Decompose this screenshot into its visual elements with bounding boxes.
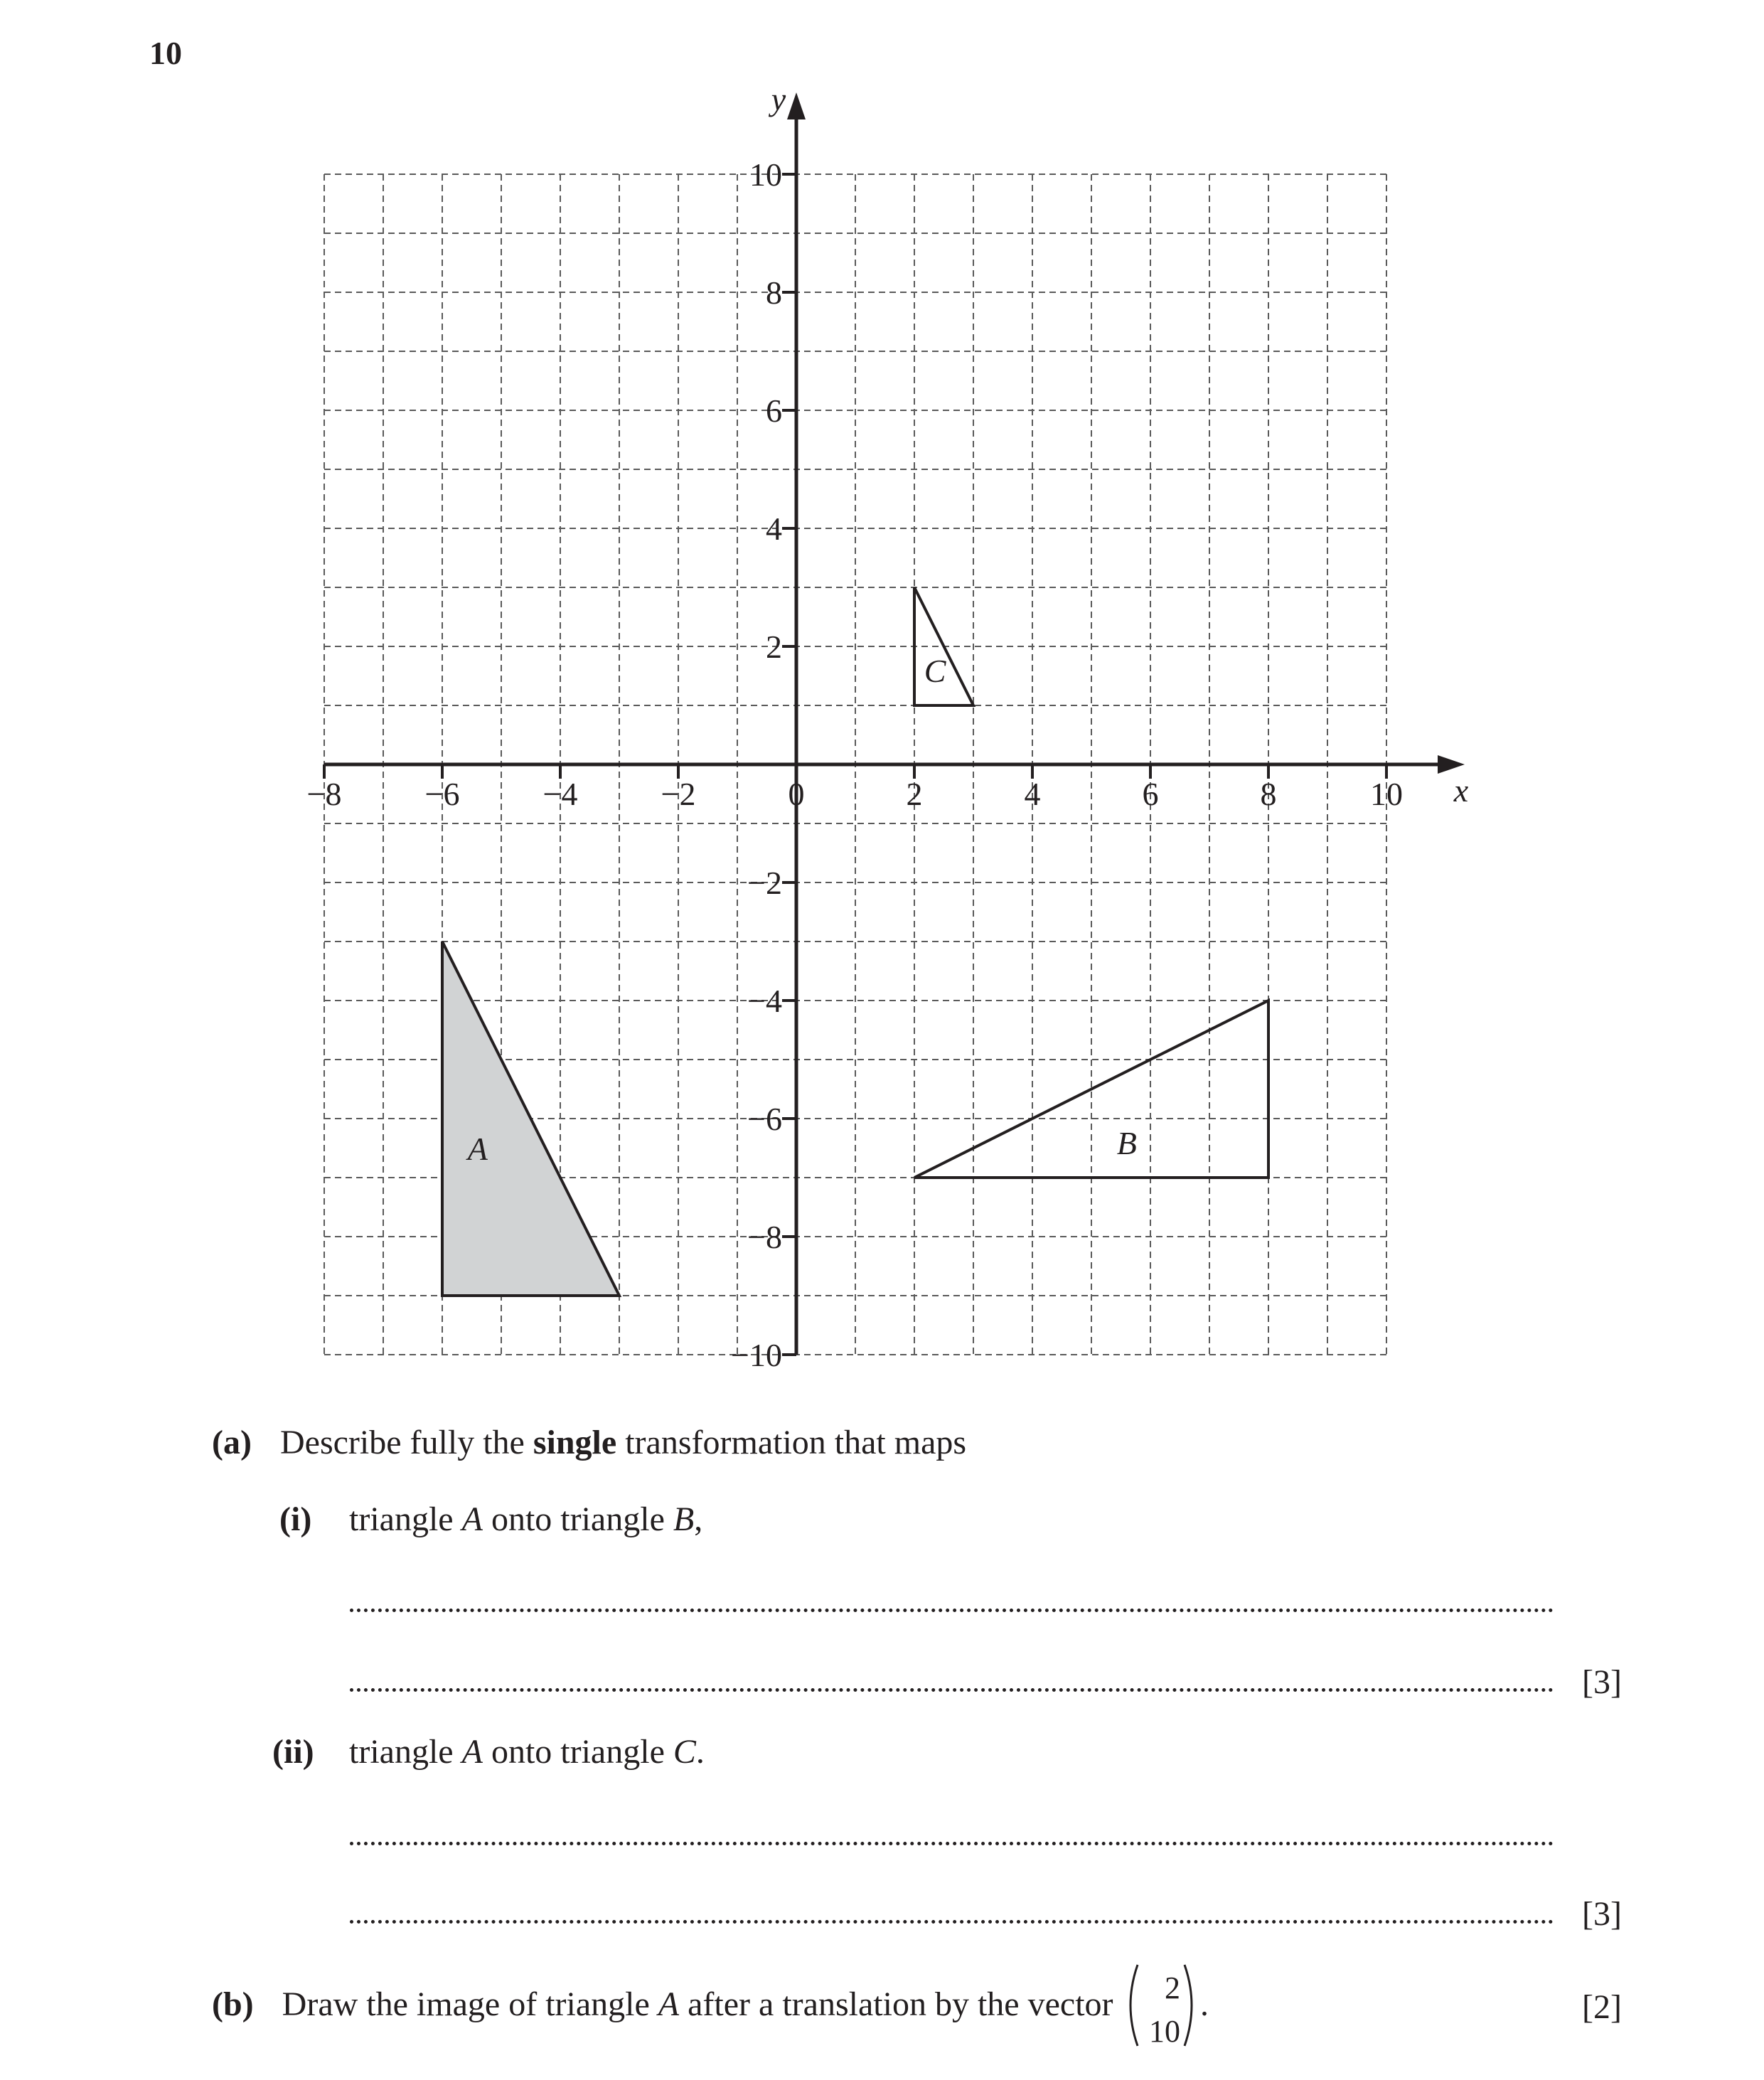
- y-tick-label: 2: [766, 629, 782, 665]
- triangle-label-a: A: [467, 1131, 488, 1168]
- marks-a-ii: [3]: [1582, 1895, 1622, 1933]
- part-b-text-1: Draw the image of triangle: [282, 1985, 658, 2023]
- y-axis-arrow: [787, 92, 806, 119]
- part-a-i-label: (i): [279, 1500, 312, 1538]
- x-tick-label: −4: [542, 776, 578, 812]
- part-b-var: A: [658, 1985, 680, 2023]
- part-a-ii-var-1: A: [461, 1733, 483, 1771]
- x-axis-arrow: [1438, 755, 1465, 774]
- part-a-i-text-1: triangle: [349, 1500, 462, 1538]
- x-tick-label: 0: [788, 776, 805, 812]
- part-b-question: [212, 1985, 1113, 2023]
- vector-right-bracket: [1185, 1965, 1192, 2046]
- answer-line[interactable]: [350, 1920, 1554, 1924]
- y-tick-label: −2: [747, 865, 782, 901]
- marks-a-i: [3]: [1582, 1663, 1622, 1701]
- x-axis-label: x: [1453, 772, 1469, 809]
- y-tick-label: 8: [766, 274, 782, 311]
- y-tick-label: −8: [747, 1219, 782, 1255]
- answer-line[interactable]: [350, 1609, 1554, 1612]
- part-a-bold: single: [533, 1424, 617, 1461]
- part-a-ii-text-1: triangle: [349, 1733, 462, 1771]
- x-tick-label: 10: [1370, 776, 1403, 812]
- marks-b: [2]: [1582, 1988, 1622, 2026]
- y-tick-label: 10: [749, 156, 782, 193]
- vector-left-bracket: [1130, 1965, 1138, 2046]
- triangle-label-c: C: [924, 652, 946, 689]
- part-b-label: (b): [212, 1985, 254, 2023]
- y-tick-label: −4: [747, 983, 782, 1019]
- x-tick-label: 2: [906, 776, 923, 812]
- question-number: 10: [149, 35, 182, 71]
- x-tick-label: 6: [1142, 776, 1159, 812]
- part-a-text-2: transformation that maps: [616, 1424, 967, 1461]
- part-a-i-text-3: ,: [694, 1500, 703, 1538]
- y-axis-label: y: [771, 81, 786, 117]
- part-b-text-2: after a translation by the vector: [679, 1985, 1113, 2023]
- translation-vector: [1122, 1959, 1200, 2052]
- answer-line[interactable]: [350, 1688, 1554, 1692]
- triangle-label-b: B: [1116, 1124, 1137, 1161]
- x-tick-label: −8: [306, 776, 342, 812]
- part-a-ii-text-2: onto triangle: [482, 1733, 673, 1771]
- part-a-i-text-2: onto triangle: [482, 1500, 673, 1538]
- y-tick-label: 4: [766, 511, 782, 547]
- part-a-i-var-2: B: [673, 1500, 695, 1538]
- part-a-text-1: Describe fully the: [279, 1424, 533, 1461]
- y-tick-label: −6: [747, 1101, 782, 1137]
- x-tick-label: 4: [1024, 776, 1041, 812]
- answer-line[interactable]: [350, 1842, 1554, 1845]
- part-a-i-var-1: A: [461, 1500, 483, 1538]
- x-tick-label: 8: [1260, 776, 1277, 812]
- part-a-ii-question: [272, 1735, 705, 1769]
- x-tick-label: −2: [661, 776, 696, 812]
- y-tick-label: −10: [731, 1337, 782, 1373]
- y-tick-label: 6: [766, 393, 782, 429]
- x-tick-label: −6: [424, 776, 460, 812]
- part-a-question: [212, 1426, 966, 1460]
- part-a-label: (a): [212, 1424, 252, 1461]
- vector-top: 2: [1165, 1970, 1180, 2005]
- part-a-ii-var-2: C: [673, 1733, 696, 1771]
- part-b-period: .: [1200, 1985, 1209, 2023]
- vector-bottom: 10: [1149, 2014, 1180, 2049]
- part-a-ii-text-3: .: [695, 1733, 705, 1771]
- part-a-i-question: [279, 1500, 703, 1538]
- part-a-ii-label: (ii): [272, 1733, 314, 1771]
